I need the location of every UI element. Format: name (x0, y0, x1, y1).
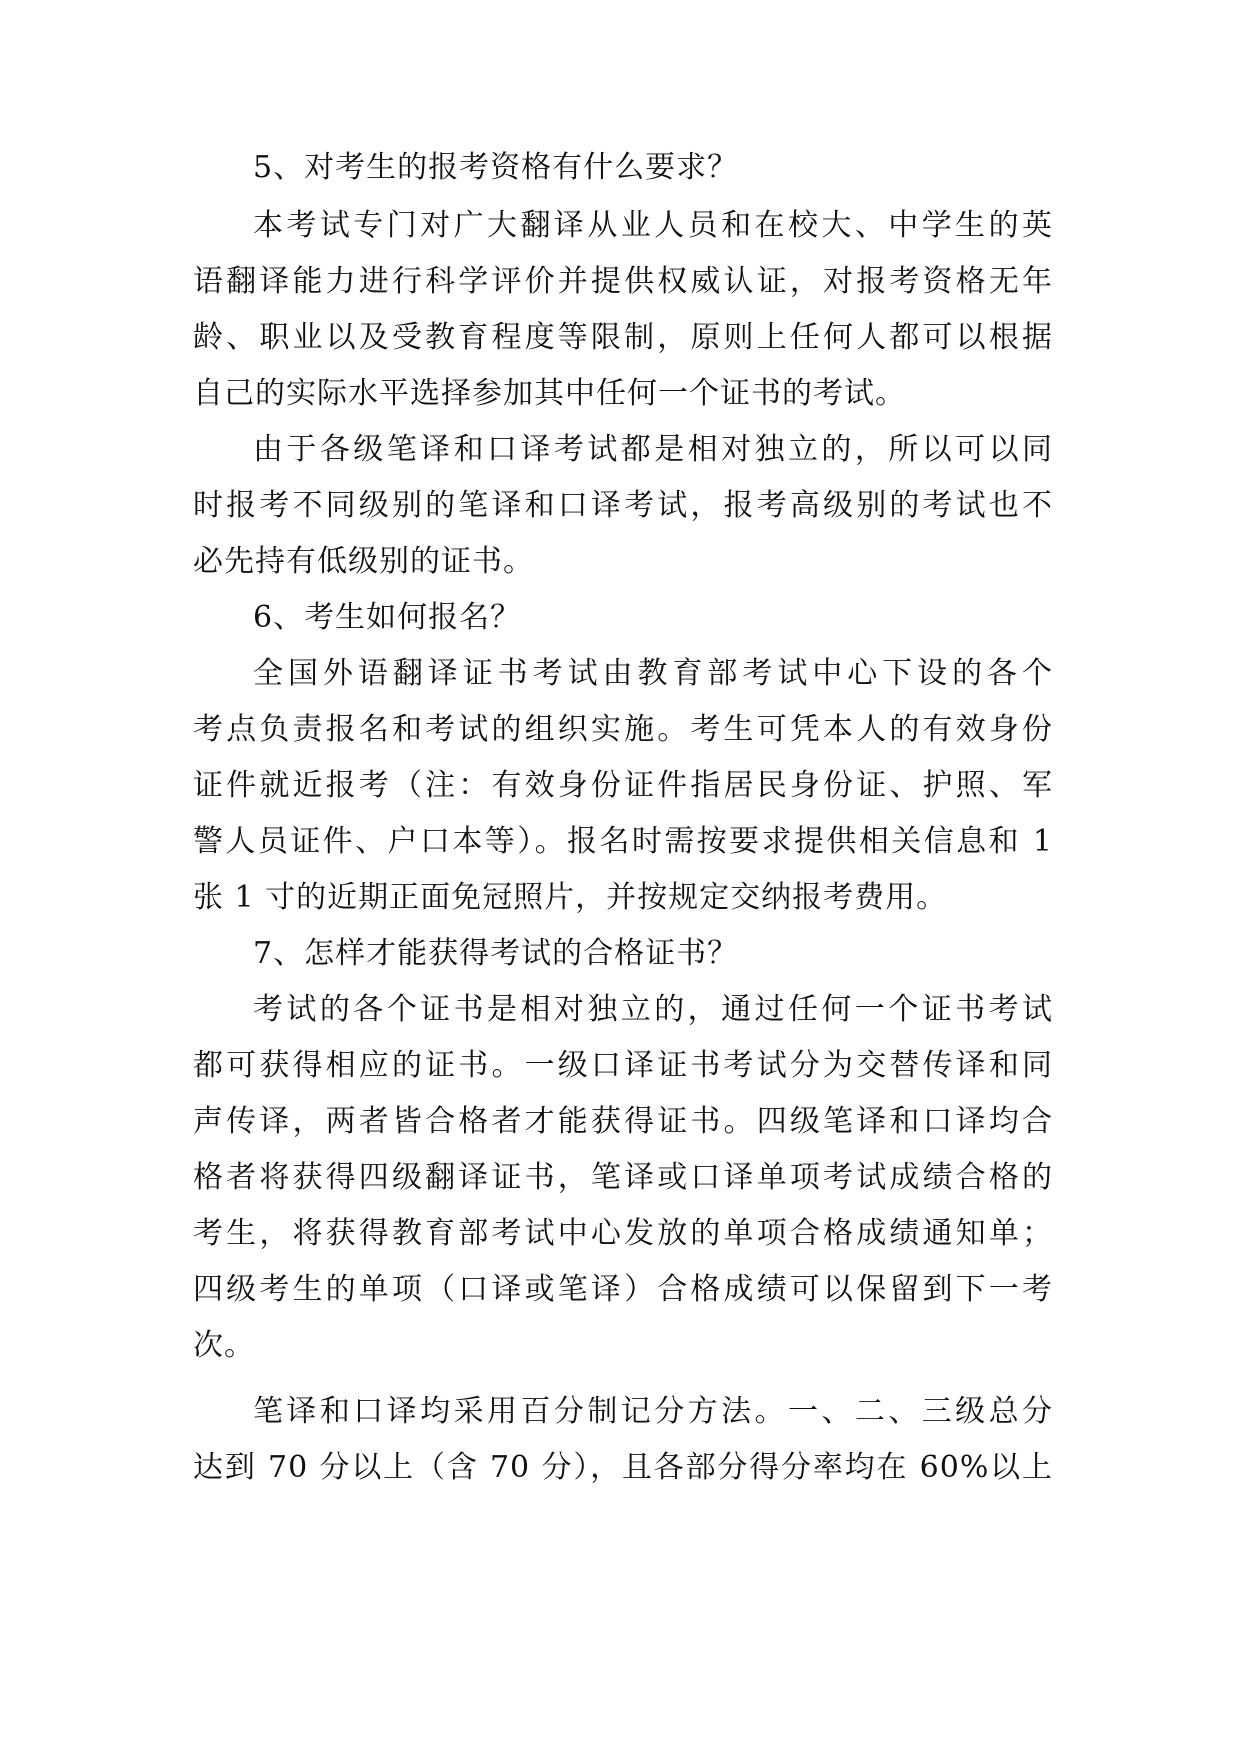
paragraph-line: 警人员证件、户口本等）。报名时需按要求提供相关信息和 1 (193, 824, 1053, 859)
paragraph-line: 声传译，两者皆合格者才能获得证书。四级笔译和口译均合 (193, 1104, 1053, 1139)
paragraph-line: 自己的实际水平选择参加其中任何一个证书的考试。 (193, 376, 906, 411)
paragraph-line: 达到 70 分以上（含 70 分），且各部分得分率均在 60%以上 (193, 1450, 1053, 1485)
paragraph-line: 考生，将获得教育部考试中心发放的单项合格成绩通知单； (193, 1216, 1053, 1251)
paragraph-line: 必先持有低级别的证书。 (193, 544, 534, 579)
paragraph-line: 四级考生的单项（口译或笔译）合格成绩可以保留到下一考 (193, 1272, 1053, 1307)
paragraph-line: 本考试专门对广大翻译从业人员和在校大、中学生的英 (253, 208, 1053, 243)
paragraph-line: 笔译和口译均采用百分制记分方法。一、二、三级总分 (253, 1394, 1053, 1429)
paragraph-line: 全国外语翻译证书考试由教育部考试中心下设的各个 (253, 656, 1053, 691)
paragraph-line: 都可获得相应的证书。一级口译证书考试分为交替传译和同 (193, 1048, 1053, 1083)
section-6-heading: 6、考生如何报名？ (253, 600, 522, 635)
paragraph-line: 张 1 寸的近期正面免冠照片，并按规定交纳报考费用。 (193, 880, 948, 915)
paragraph-line: 考点负责报名和考试的组织实施。考生可凭本人的有效身份 (193, 712, 1053, 747)
paragraph-line: 语翻译能力进行科学评价并提供权威认证，对报考资格无年 (193, 264, 1053, 299)
paragraph-line: 时报考不同级别的笔译和口译考试，报考高级别的考试也不 (193, 488, 1053, 523)
paragraph-line: 次。 (193, 1328, 255, 1363)
paragraph-line: 格者将获得四级翻译证书，笔译或口译单项考试成绩合格的 (193, 1160, 1053, 1195)
paragraph-line: 证件就近报考（注：有效身份证件指居民身份证、护照、军 (193, 768, 1053, 803)
paragraph-line: 考试的各个证书是相对独立的，通过任何一个证书考试 (253, 992, 1053, 1027)
section-7-heading: 7、怎样才能获得考试的合格证书？ (253, 936, 739, 971)
paragraph-line: 由于各级笔译和口译考试都是相对独立的，所以可以同 (253, 432, 1053, 467)
paragraph-line: 龄、职业以及受教育程度等限制，原则上任何人都可以根据 (193, 320, 1053, 355)
section-5-heading: 5、对考生的报考资格有什么要求？ (253, 150, 739, 185)
